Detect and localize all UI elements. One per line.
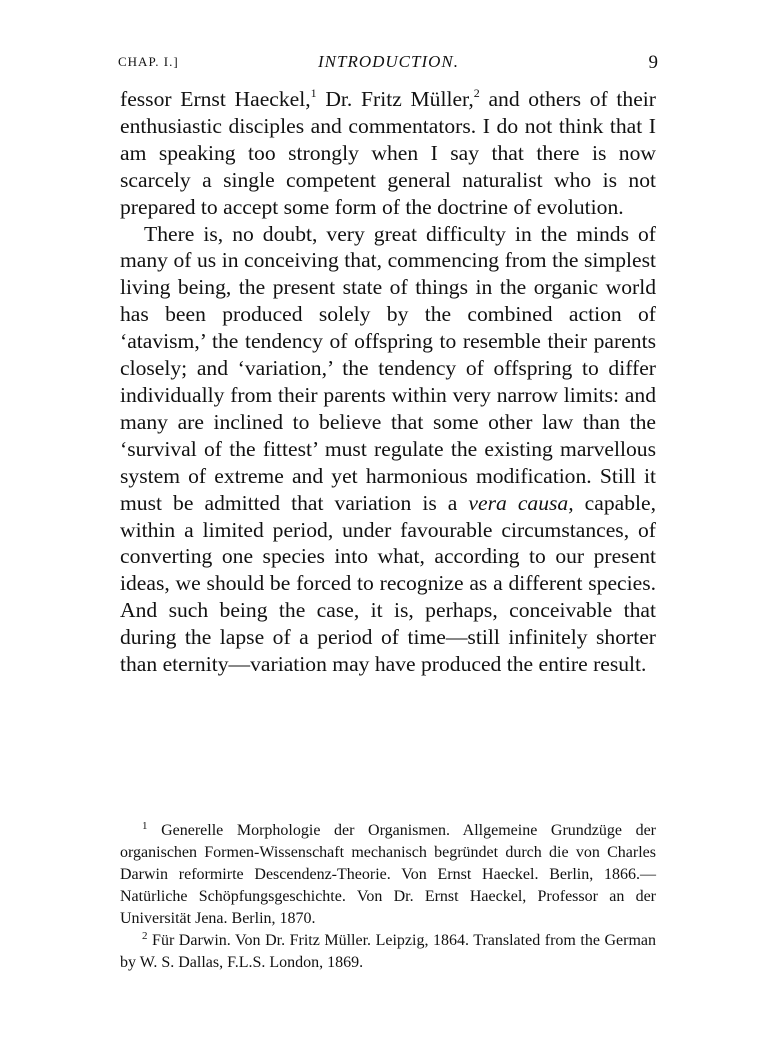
paragraph-1	[120, 86, 656, 221]
page-number: 9	[648, 52, 658, 73]
running-title: INTRODUCTION.	[318, 52, 459, 71]
footnote-2-text: Für Darwin. Von Dr. Fritz Müller. Leipzig, 1864. Translated from the German by W. S. Dallas, F.L.S. London, 1869.	[120, 932, 656, 971]
paragraph-2-italic: vera causa,	[468, 490, 574, 515]
footnote-1	[120, 820, 656, 930]
paragraph-1-text-c: and others of their enthusiastic disciples and commentators. I do not think that I am speaking too strongly when I say that there is now scarcely a single competent general naturalist who is not prepared to accept some form of the doctrine of evolution.	[120, 87, 656, 219]
paragraph-2-text-b: capable, within a limited period, under favourable circumstances, of converting one species into what, according to our present ideas, we should be forced to recognize as a different species. And such being the case, it is, perhaps, conceivable that during the lapse of a period of time—still infinitely shorter than eternity—variation may have produced the entire result.	[120, 490, 657, 677]
chapter-label: CHAP. I.]	[118, 54, 179, 69]
footnote-2-marker: 2	[142, 930, 148, 942]
footnote-1-marker: 1	[142, 820, 148, 832]
paragraph-1-text-b: Dr. Fritz Müller,	[316, 87, 474, 111]
running-header	[118, 52, 658, 76]
footnote-ref-1: 1	[310, 86, 317, 100]
body-text	[120, 86, 656, 678]
footnote-ref-2: 2	[473, 86, 480, 100]
paragraph-1-text-a: fessor Ernst Haeckel,	[120, 87, 311, 111]
footnotes	[120, 820, 656, 974]
paragraph-2	[120, 221, 656, 678]
footnote-1-text: Generelle Morphologie der Organismen. Allgemeine Grundzüge der organischen Formen-Wissenschaft mechanisch begründet durch die von Charles Darwin reformirte Descendenz-Theorie. Von Ernst Haeckel. Berlin, 1866.—Natürliche Schöpfungsgeschichte. Von Dr. Ernst Haeckel, Professor an der Universität Jena. Berlin, 1870.	[120, 822, 656, 927]
footnote-2	[120, 930, 656, 974]
paragraph-2-text-a: There is, no doubt, very great difficulty in the minds of many of us in conceiving that, commencing from the simplest living being, the present state of things in the organic world has been produced solely by the combined action of ‘atavism,’ the tendency of offspring to resemble their parents closely; and ‘variation,’ the tendency of offspring to differ individually from their parents within very narrow limits: and many are inclined to believe that some other law than the ‘survival of the fittest’ must regulate the existing marvellous system of extreme and yet harmonious modification. Still it must be admitted that variation is a	[120, 221, 656, 515]
